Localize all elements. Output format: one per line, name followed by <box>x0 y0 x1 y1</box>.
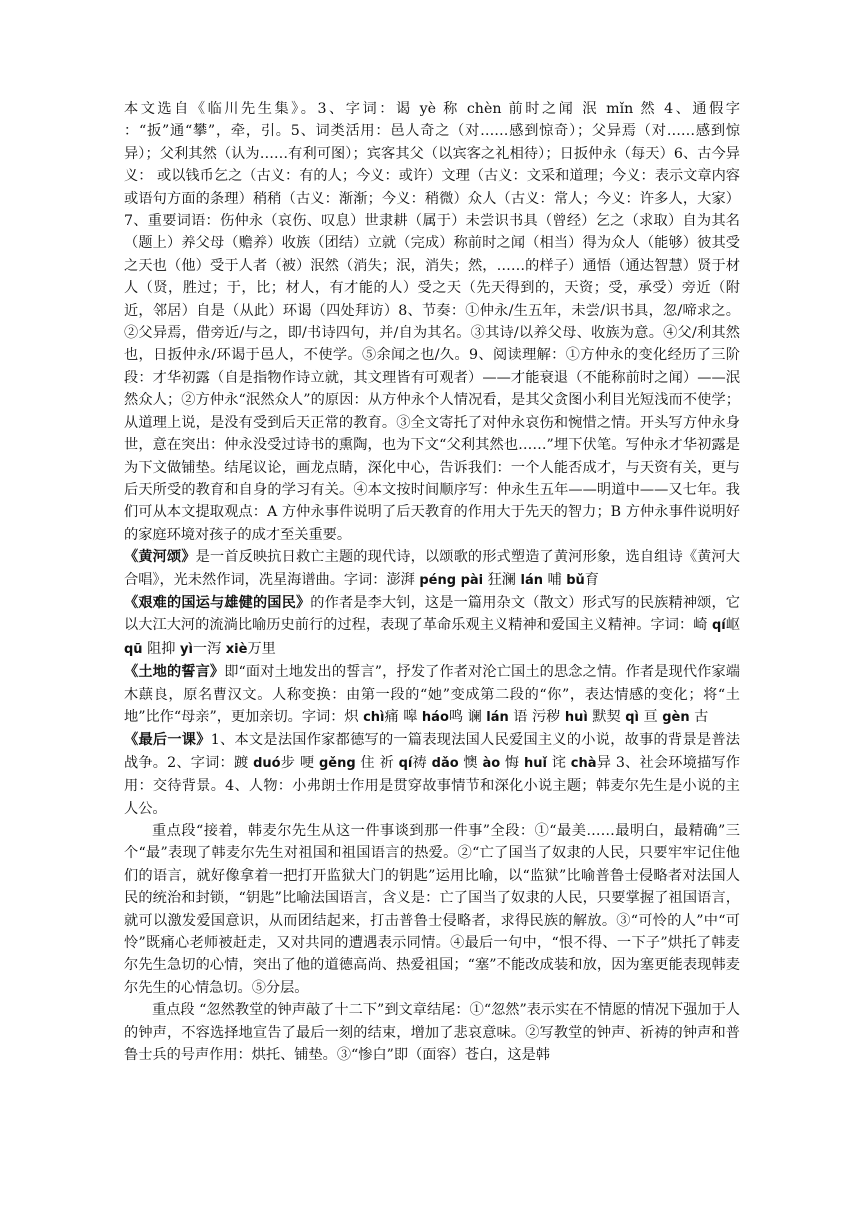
text-title: 《黄河颂》 <box>124 549 196 566</box>
pinyin: lán <box>486 709 509 725</box>
text-run: 万里 <box>247 640 276 657</box>
text-run: 岖 <box>725 617 740 634</box>
text-run: 育 <box>584 571 599 588</box>
pinyin: qí <box>398 755 413 771</box>
text-title: 《土地的誓言》 <box>124 664 225 681</box>
paragraph <box>124 546 740 592</box>
text-run: 异 3、社会环境描写作用：交待背景。4、人物：小弗朗士作用是贯穿故事情节和深化小说主题；韩麦尔先生是小说的主人公。 <box>124 754 740 817</box>
paragraph <box>124 729 740 820</box>
paragraph <box>124 592 740 661</box>
pinyin: dǎo <box>431 755 459 771</box>
pinyin: huǐ <box>524 755 547 771</box>
pinyin: bǔ <box>566 572 585 588</box>
pinyin: yì <box>179 641 193 657</box>
text-run: 重点段 “忽然教堂的钟声敲了十二下”到文章结尾：①“忽然”表示实在不情愿的情况下强加于人的钟声，不容选择地宣告了最后一刻的结束，增加了悲哀意味。②写教堂的钟声、祈祷的钟声和普鲁士兵的号声作用：烘托、铺垫。③“惨白”即（面容）苍白，这是韩 <box>124 1002 740 1064</box>
text-run: 1、本文是法国作家都德写的一篇表现法国人民爱国主义的小说，故事的背景是普法战争。2、字词：踱 <box>124 732 740 771</box>
pinyin: háo <box>421 709 449 725</box>
text-run: 的作者是李大钊，这是一篇用杂文（散文）形式写的民族精神颂，它以大江大河的流淌比喻历史前行的过程，表现了革命乐观主义精神和爱国主义精神。字词：崎 <box>124 594 740 634</box>
pinyin: duó <box>253 755 281 771</box>
text-title: 《艰难的国运与雄健的国民》 <box>124 594 311 611</box>
text-run: 哺 <box>543 571 567 588</box>
pinyin: lán <box>520 572 543 588</box>
document-body <box>124 98 740 1066</box>
text-run: 古 <box>689 708 709 725</box>
text-run: 亘 <box>639 708 663 725</box>
text-run: 鸣 谰 <box>448 708 487 725</box>
text-run: 本文选自《临川先生集》。3、字词：谒 yè 称 chèn 前时之闻 泯 mǐn 然 4、通假字 ：“扳”通“攀”，牵，引。5、词类活用：邑人奇之（对……感到惊奇）；父异焉（对……感到惊异）；父利其然（认为……有利可图）；宾客其父（以宾客之礼相待）；日扳仲永（每天）6、古今异义： 或以钱币乞之（古义：有的人；今义：或许）文理（古义：文采和道理；今义：表示文章内容或语句方面的条理）稍稍（古义：渐渐；今义：稍微）众人（古义：常人；今义：许多人，大家）7、重要词语：伤仲永（哀伤、叹息）世隶耕（属于）未尝识书具（曾经）乞之（求取）自为其名（题上）养父母（赡养）收族（团结）立就（完成）称前时之闻（相当）得为众人（能够）彼其受之天也（他）受于人者（被）泯然（消失；泯，消失；然，……的样子）通悟（通达智慧）贤于材人（贤，胜过；于，比；材人，有才能的人）受之天（先天得到的，天资；受，承受）旁近（附近，邻居）自是（从此）环谒（四处拜访）8、节奏：①仲永/生五年，未尝/识书具，忽/啼求之。②父异焉，借旁近/与之，即/书诗四句，并/自为其名。③其诗/以养父母、收族为意。④父/利其然也，日扳仲永/环谒于邑人，不使学。⑤余闻之也/久。9、阅读理解：①方仲永的变化经历了三阶段：才华初露（自是指物作诗立就，其文理皆有可观者）——才能衰退（不能称前时之闻）——泯然众人；②方仲永“泯然众人”的原因：从方仲永个人情况看，是其父贪图小利目光短浅而不使学；从道理上说，是没有受到后天正常的教育。③全文寄托了对仲永哀伤和惋惜之情。开头写方仲永身世，意在突出：仲永没受过诗书的熏陶，也为下文“父利其然也……”埋下伏笔。写仲永才华初露是为下文做铺垫。结尾议论，画龙点睛，深化中心，告诉我们：一个人能否成才，与天资有关，更与后天所受的教育和自身的学习有关。④本文按时间顺序写：仲永生五年——明道中——又七年。我们可从本文提取观点：A 方仲永事件说明了后天教育的作用大于先天的智力；B 方仲永事件说明好的家庭环境对孩子的成才至关重要。 <box>124 101 740 543</box>
text-run: 狂澜 <box>483 571 521 588</box>
pinyin: chì <box>363 709 385 725</box>
text-run: 痛 嗥 <box>384 708 422 725</box>
text-run: 默契 <box>587 708 626 725</box>
pinyin: qí <box>712 618 726 634</box>
pinyin: ào <box>482 755 501 771</box>
pinyin: gěng <box>318 755 356 771</box>
pinyin: gèn <box>662 709 690 725</box>
text-run: 步 哽 <box>280 754 319 771</box>
pinyin: péng pài <box>419 572 484 588</box>
text-run: 住 祈 <box>355 754 399 771</box>
text-run: 祷 <box>412 754 432 771</box>
text-run: 重点段“接着，韩麦尔先生从这一件事谈到那一件事”全段：①“最美……最明白，最精确”三个“最”表现了韩麦尔先生对祖国和祖国语言的热爱。②“亡了国当了奴隶的人民，只要牢牢记住他们的语言，就好像拿着一把打开监狱大门的钥匙”运用比喻，以“监狱”比喻普鲁士侵略者对法国人民的统治和封锁，“钥匙”比喻法国语言，含义是：亡了国当了奴隶的人民，只要掌握了祖国语言，就可以激发爱国意识，从而团结起来，打击普鲁士侵略者，求得民族的解放。③“可怜的人”中“可怜”既痛心老师被赶走，又对共同的遭遇表示同情。④最后一句中，“恨不得、一下子”烘托了韩麦尔先生急切的心情，突出了他的道德高尚、热爱祖国；“塞”不能改成装和放，因为塞更能表现韩麦尔先生的心情急切。⑤分层。 <box>124 823 740 996</box>
text-run: 语 污秽 <box>508 708 565 725</box>
text-run: 一泻 <box>192 640 226 657</box>
text-run: 阻抑 <box>142 640 180 657</box>
pinyin: chà <box>570 755 597 771</box>
pinyin: qū <box>124 641 143 657</box>
text-run: 悔 <box>500 754 525 771</box>
text-run: 懊 <box>458 754 483 771</box>
text-run: 即“面对土地发出的誓言”，抒发了作者对沦亡国土的思念之情。作者是现代作家端木蕻良，原名曹汉文。人称变换：由第一段的“她”变成第二段的“你”，表达情感的变化；将“土地”比作“母亲”，更加亲切。字词：炽 <box>124 664 740 725</box>
paragraph <box>124 98 740 546</box>
pinyin: huì <box>564 709 588 725</box>
document-page <box>124 98 740 1066</box>
paragraph <box>124 661 740 729</box>
text-run: 诧 <box>546 754 571 771</box>
paragraph <box>124 999 740 1066</box>
text-run: 是一首反映抗日救亡主题的现代诗，以颂歌的形式塑造了黄河形象，选自组诗《黄河大合唱》，光未然作词，冼星海谱曲。字词：澎湃 <box>124 549 740 588</box>
text-title: 《最后一课》 <box>124 732 211 749</box>
pinyin: xiè <box>225 641 248 657</box>
paragraph <box>124 820 740 999</box>
pinyin: qì <box>625 709 640 725</box>
